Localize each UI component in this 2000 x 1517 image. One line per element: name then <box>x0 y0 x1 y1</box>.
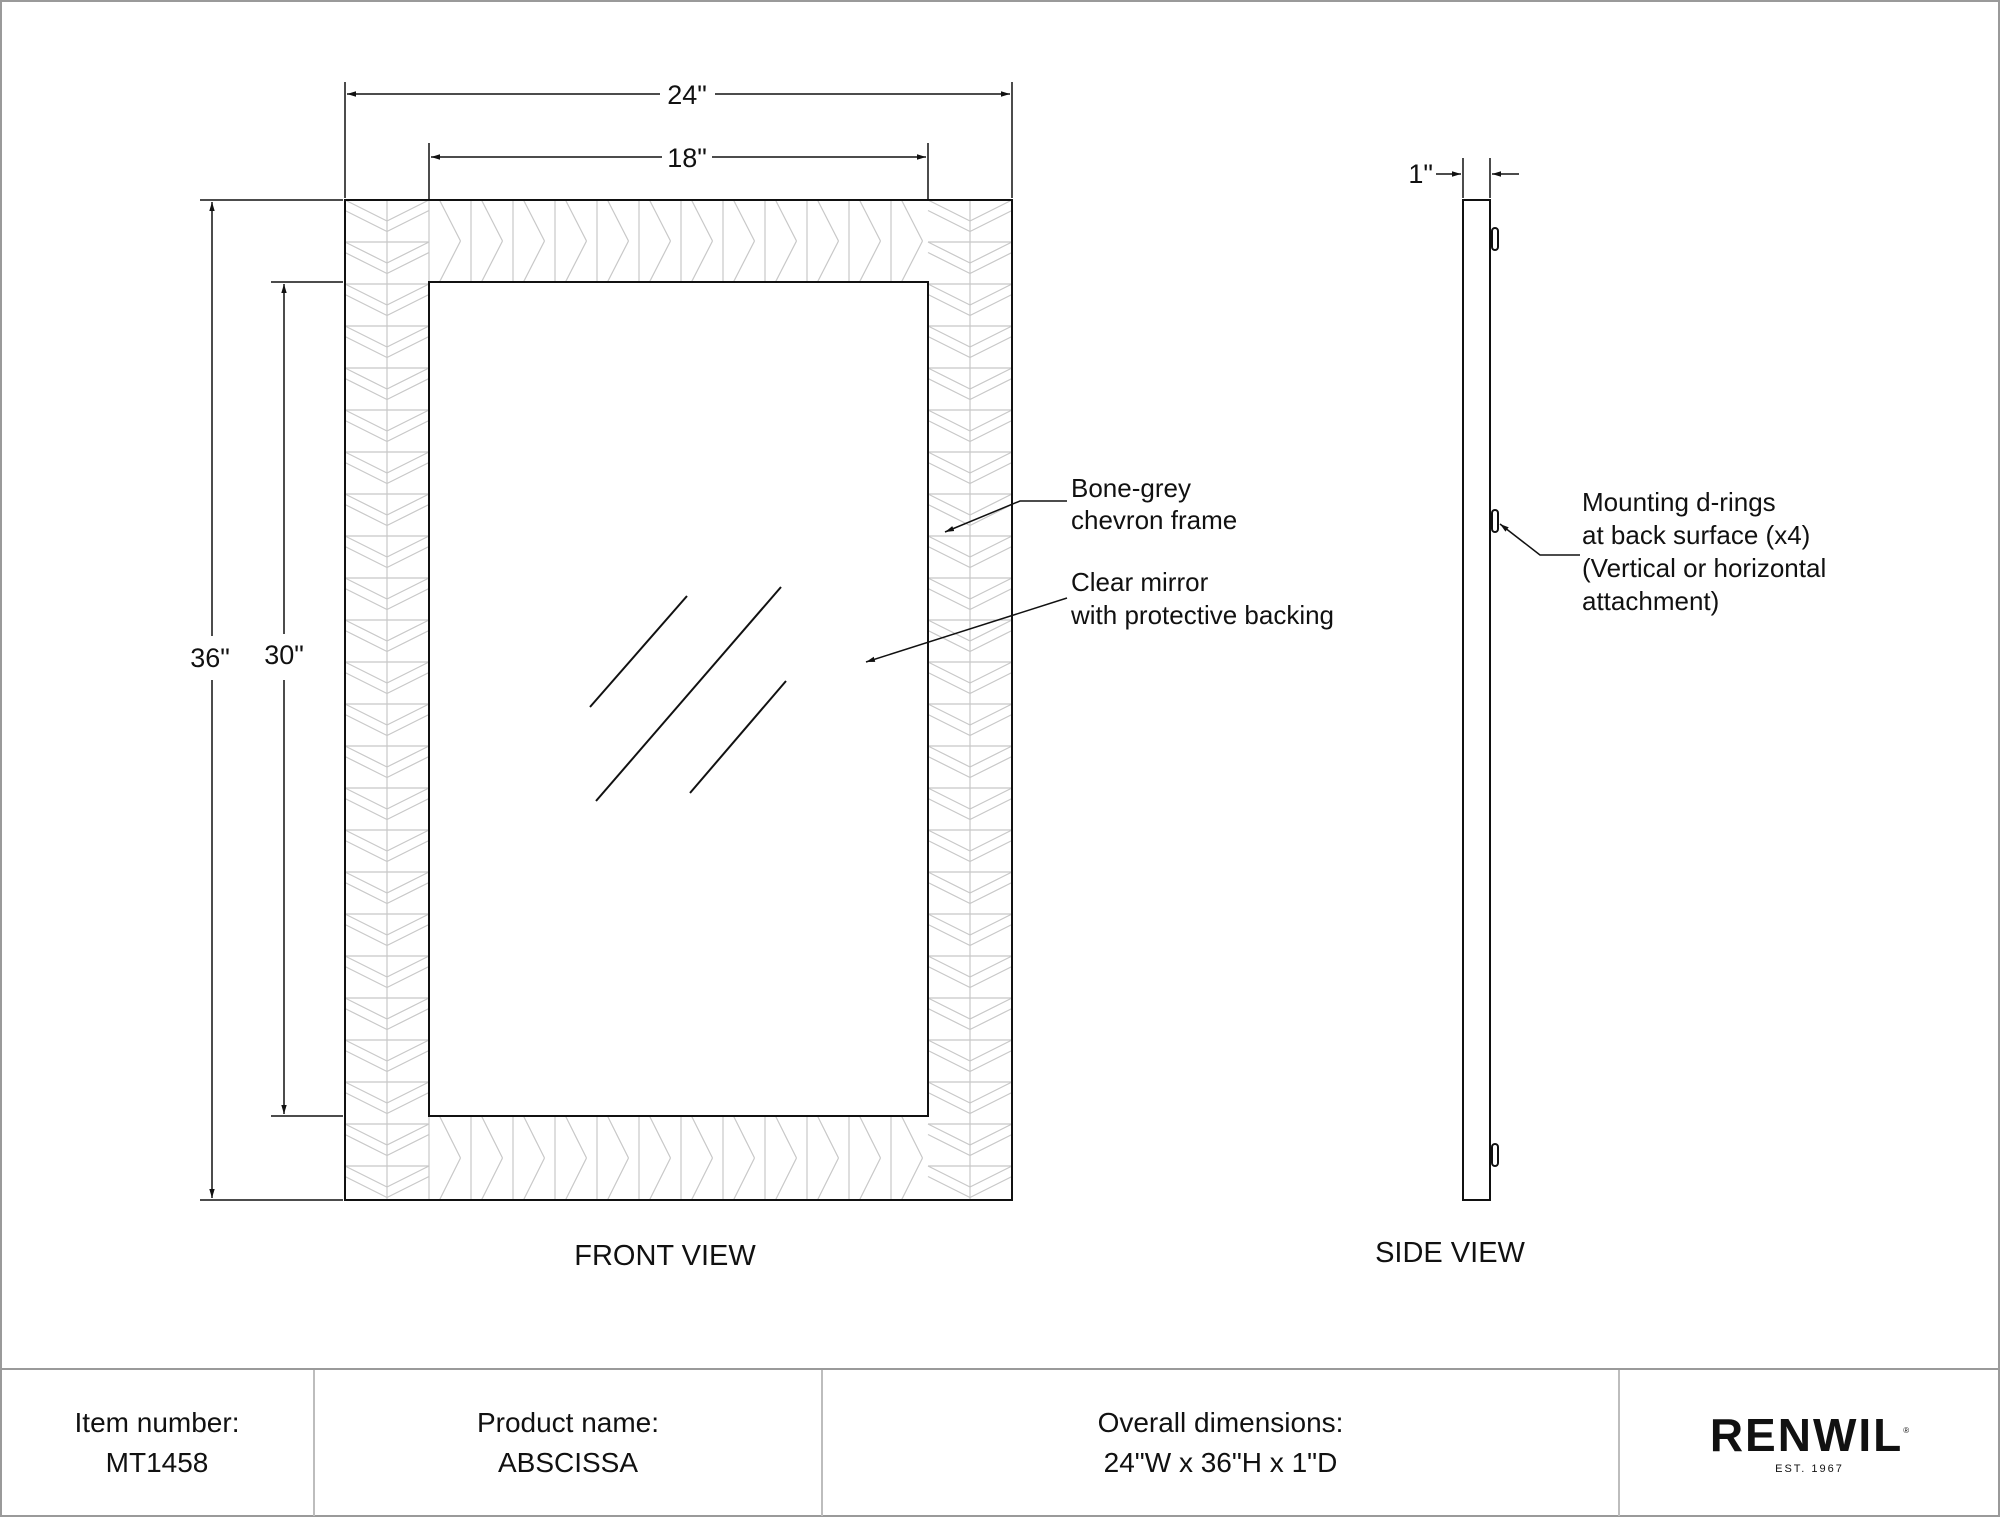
chevron-stroke <box>928 547 970 568</box>
chevron-stroke <box>345 578 387 599</box>
chevron-stroke <box>818 241 839 282</box>
logo-cell <box>1620 1370 1999 1516</box>
chevron-stroke <box>970 253 1012 274</box>
side-view <box>1375 158 1826 1269</box>
chevron-stroke <box>776 1158 797 1200</box>
chevron-stroke <box>970 1177 1012 1198</box>
chevron-stroke <box>387 914 429 935</box>
item-number-label: Item number: <box>74 1407 240 1438</box>
chevron-stroke <box>650 1158 671 1200</box>
chevron-stroke <box>860 241 881 282</box>
chevron-stroke <box>387 673 429 694</box>
item-number-cell <box>1 1370 315 1516</box>
chevron-stroke <box>387 410 429 431</box>
chevron-stroke <box>970 998 1012 1019</box>
chevron-stroke <box>345 967 387 988</box>
front-view-label: FRONT VIEW <box>574 1240 756 1272</box>
chevron-stroke <box>345 410 387 431</box>
chevron-stroke <box>345 326 387 347</box>
chevron-stroke <box>345 841 387 862</box>
chevron-stroke <box>970 1051 1012 1072</box>
chevron-stroke <box>970 662 1012 683</box>
chevron-stroke <box>608 1158 629 1200</box>
chevron-stroke <box>970 578 1012 599</box>
chevron-stroke <box>387 242 429 263</box>
chevron-stroke <box>387 830 429 851</box>
chevron-stroke <box>345 1177 387 1198</box>
chevron-stroke <box>345 830 387 851</box>
chevron-stroke <box>928 337 970 358</box>
chevron-stroke <box>387 662 429 683</box>
chevron-stroke <box>345 883 387 904</box>
chevron-stroke <box>566 1158 587 1200</box>
chevron-stroke <box>345 421 387 442</box>
callout-frame-leader <box>945 501 1067 532</box>
chevron-stroke <box>928 757 970 778</box>
chevron-stroke <box>970 421 1012 442</box>
chevron-stroke <box>902 1116 923 1158</box>
front-view <box>190 80 1334 1272</box>
overall-dimensions-cell <box>823 1370 1620 1516</box>
chevron-stroke <box>860 1158 881 1200</box>
chevron-stroke <box>387 715 429 736</box>
chevron-stroke <box>970 967 1012 988</box>
chevron-stroke <box>482 1116 503 1158</box>
overall-dimensions-value: 24"W x 36"H x 1"D <box>1103 1447 1338 1478</box>
chevron-stroke <box>345 757 387 778</box>
chevron-stroke <box>860 1116 881 1158</box>
chevron-stroke <box>345 631 387 652</box>
chevron-stroke <box>928 1135 970 1156</box>
chevron-stroke <box>387 1124 429 1145</box>
chevron-stroke <box>387 337 429 358</box>
chevron-stroke <box>345 547 387 568</box>
chevron-stroke <box>928 914 970 935</box>
chevron-stroke <box>928 883 970 904</box>
chevron-stroke <box>734 1158 755 1200</box>
chevron-stroke <box>928 589 970 610</box>
chevron-stroke <box>387 1135 429 1156</box>
chevron-stroke <box>928 505 970 526</box>
chevron-stroke <box>482 241 503 282</box>
callout-mirror-line1: Clear mirror <box>1071 567 1209 597</box>
chevron-stroke <box>387 841 429 862</box>
chevron-stroke <box>608 200 629 241</box>
chevron-stroke <box>387 326 429 347</box>
chevron-stroke <box>970 200 1012 221</box>
chevron-stroke <box>387 788 429 809</box>
chevron-stroke <box>818 200 839 241</box>
chevron-stroke <box>650 1116 671 1158</box>
chevron-stroke <box>970 1166 1012 1187</box>
chevron-stroke <box>387 757 429 778</box>
overall-dimensions-label: Overall dimensions: <box>1097 1407 1344 1438</box>
chevron-stroke <box>928 368 970 389</box>
chevron-stroke <box>345 1093 387 1114</box>
chevron-stroke <box>345 242 387 263</box>
chevron-stroke <box>970 295 1012 316</box>
chevron-stroke <box>928 673 970 694</box>
chevron-stroke <box>818 1116 839 1158</box>
item-number-value: MT1458 <box>105 1447 209 1478</box>
chevron-stroke <box>928 841 970 862</box>
chevron-stroke <box>970 872 1012 893</box>
chevron-stroke <box>440 241 461 282</box>
chevron-stroke <box>970 746 1012 767</box>
chevron-stroke <box>970 379 1012 400</box>
chevron-stroke <box>928 1093 970 1114</box>
chevron-stroke <box>970 410 1012 431</box>
callout-dring-line2: at back surface (x4) <box>1582 520 1811 550</box>
chevron-stroke <box>387 872 429 893</box>
chevron-stroke <box>970 925 1012 946</box>
chevron-stroke <box>482 1158 503 1200</box>
chevron-stroke <box>566 241 587 282</box>
chevron-stroke <box>692 200 713 241</box>
dimension-inner-height <box>271 282 343 1116</box>
chevron-stroke <box>692 241 713 282</box>
chevron-stroke <box>928 872 970 893</box>
chevron-stroke <box>776 1116 797 1158</box>
side-profile <box>1463 200 1490 1200</box>
chevron-stroke <box>345 253 387 274</box>
chevron-stroke <box>387 1009 429 1030</box>
chevron-stroke <box>387 421 429 442</box>
chevron-stroke <box>345 1040 387 1061</box>
chevron-stroke <box>970 1093 1012 1114</box>
chevron-stroke <box>345 1082 387 1103</box>
chevron-stroke <box>345 284 387 305</box>
chevron-stroke <box>928 998 970 1019</box>
dimension-inner-height-label: 30" <box>264 640 304 670</box>
chevron-stroke <box>387 536 429 557</box>
chevron-stroke <box>387 998 429 1019</box>
chevron-stroke <box>387 883 429 904</box>
chevron-stroke <box>387 494 429 515</box>
chevron-stroke <box>928 925 970 946</box>
dimension-outer-width-label: 24" <box>667 80 707 110</box>
chevron-stroke <box>650 241 671 282</box>
chevron-stroke <box>928 326 970 347</box>
chevron-stroke <box>928 704 970 725</box>
chevron-stroke <box>440 1116 461 1158</box>
chevron-stroke <box>387 1082 429 1103</box>
chevron-stroke <box>970 452 1012 473</box>
product-name-value: ABSCISSA <box>497 1447 639 1478</box>
chevron-stroke <box>970 326 1012 347</box>
chevron-stroke <box>734 241 755 282</box>
logo-wordmark: RENWIL <box>1709 1408 1904 1461</box>
chevron-stroke <box>387 463 429 484</box>
chevron-stroke <box>345 368 387 389</box>
chevron-stroke <box>970 799 1012 820</box>
chevron-stroke <box>387 631 429 652</box>
callout-dring-line1: Mounting d-rings <box>1582 487 1776 517</box>
chevron-stroke <box>387 200 429 221</box>
chevron-stroke <box>345 1051 387 1072</box>
title-block <box>1 1368 1999 1516</box>
chevron-stroke <box>387 1051 429 1072</box>
chevron-stroke <box>345 379 387 400</box>
chevron-stroke <box>970 841 1012 862</box>
chevron-stroke <box>387 956 429 977</box>
side-view-label: SIDE VIEW <box>1375 1237 1525 1269</box>
chevron-stroke <box>524 241 545 282</box>
product-name-cell <box>315 1370 823 1516</box>
chevron-stroke <box>928 452 970 473</box>
chevron-stroke <box>970 463 1012 484</box>
sheet-border <box>1 1 1999 1516</box>
chevron-stroke <box>970 242 1012 263</box>
chevron-stroke <box>566 1116 587 1158</box>
chevron-stroke <box>970 1082 1012 1103</box>
chevron-stroke <box>608 241 629 282</box>
chevron-stroke <box>902 241 923 282</box>
chevron-stroke <box>345 673 387 694</box>
mirror-glass <box>429 282 928 1116</box>
d-ring-top <box>1490 228 1498 250</box>
chevron-stroke <box>524 1116 545 1158</box>
chevron-stroke <box>345 746 387 767</box>
chevron-stroke <box>970 830 1012 851</box>
chevron-stroke <box>776 241 797 282</box>
chevron-stroke <box>928 463 970 484</box>
chevron-stroke <box>345 914 387 935</box>
chevron-stroke <box>345 337 387 358</box>
chevron-stroke <box>970 494 1012 515</box>
chevron-stroke <box>776 200 797 241</box>
logo-established: EST. 1967 <box>1775 1462 1844 1475</box>
chevron-stroke <box>970 673 1012 694</box>
chevron-stroke <box>928 788 970 809</box>
chevron-stroke <box>970 631 1012 652</box>
chevron-stroke <box>928 284 970 305</box>
chevron-stroke <box>970 956 1012 977</box>
chevron-stroke <box>345 704 387 725</box>
chevron-stroke <box>387 704 429 725</box>
chevron-stroke <box>608 1116 629 1158</box>
chevron-stroke <box>345 452 387 473</box>
chevron-stroke <box>345 463 387 484</box>
chevron-stroke <box>482 200 503 241</box>
chevron-stroke <box>970 757 1012 778</box>
chevron-stroke <box>387 295 429 316</box>
callout-dring-leader <box>1500 524 1580 555</box>
chevron-stroke <box>818 1158 839 1200</box>
chevron-stroke <box>928 1082 970 1103</box>
chevron-stroke <box>692 1158 713 1200</box>
chevron-stroke <box>970 1135 1012 1156</box>
chevron-stroke <box>692 1116 713 1158</box>
chevron-stroke <box>928 662 970 683</box>
chevron-stroke <box>345 998 387 1019</box>
chevron-stroke <box>345 1124 387 1145</box>
chevron-stroke <box>928 578 970 599</box>
chevron-stroke <box>387 1177 429 1198</box>
chevron-stroke <box>345 1009 387 1030</box>
chevron-stroke <box>345 715 387 736</box>
chevron-stroke <box>345 1166 387 1187</box>
chevron-stroke <box>928 242 970 263</box>
chevron-stroke <box>970 1040 1012 1061</box>
chevron-stroke <box>928 410 970 431</box>
callout-dring-line3: (Vertical or horizontal <box>1582 553 1827 583</box>
d-ring-bottom <box>1490 1144 1498 1166</box>
chevron-stroke <box>970 337 1012 358</box>
chevron-stroke <box>345 200 387 221</box>
dimension-depth <box>1436 158 1519 198</box>
chevron-stroke <box>387 746 429 767</box>
chevron-stroke <box>387 505 429 526</box>
callout-frame-line2: chevron frame <box>1071 505 1238 535</box>
chevron-stroke <box>928 746 970 767</box>
chevron-stroke <box>928 956 970 977</box>
chevron-stroke <box>970 1124 1012 1145</box>
chevron-stroke <box>524 200 545 241</box>
chevron-stroke <box>928 1124 970 1145</box>
chevron-stroke <box>928 211 970 232</box>
chevron-stroke <box>970 536 1012 557</box>
d-ring-middle <box>1490 510 1498 532</box>
chevron-stroke <box>387 284 429 305</box>
chevron-stroke <box>387 967 429 988</box>
chevron-stroke <box>387 379 429 400</box>
chevron-stroke <box>928 715 970 736</box>
chevron-stroke <box>928 967 970 988</box>
chevron-stroke <box>566 200 587 241</box>
chevron-stroke <box>345 662 387 683</box>
chevron-stroke <box>345 620 387 641</box>
chevron-stroke <box>970 547 1012 568</box>
chevron-stroke <box>970 284 1012 305</box>
chevron-stroke <box>928 494 970 515</box>
chevron-stroke <box>928 1009 970 1030</box>
registered-mark: ® <box>1903 1425 1910 1435</box>
chevron-stroke <box>524 1158 545 1200</box>
chevron-stroke <box>970 715 1012 736</box>
chevron-stroke <box>387 547 429 568</box>
product-name-label: Product name: <box>476 1407 660 1438</box>
callout-dring-line4: attachment) <box>1582 586 1720 616</box>
chevron-stroke <box>928 253 970 274</box>
chevron-stroke <box>928 799 970 820</box>
chevron-stroke <box>928 830 970 851</box>
chevron-stroke <box>387 1040 429 1061</box>
chevron-stroke <box>345 295 387 316</box>
chevron-stroke <box>928 200 970 221</box>
chevron-stroke <box>928 421 970 442</box>
callout-frame-line1: Bone-grey <box>1071 473 1191 503</box>
chevron-stroke <box>345 1135 387 1156</box>
chevron-stroke <box>387 620 429 641</box>
chevron-stroke <box>387 1093 429 1114</box>
chevron-stroke <box>928 379 970 400</box>
chevron-stroke <box>970 788 1012 809</box>
chevron-stroke <box>387 452 429 473</box>
chevron-stroke <box>650 200 671 241</box>
callout-mirror-line2: with protective backing <box>1071 600 1335 630</box>
chevron-stroke <box>970 368 1012 389</box>
chevron-stroke <box>734 1116 755 1158</box>
chevron-stroke <box>970 620 1012 641</box>
chevron-stroke <box>970 211 1012 232</box>
chevron-stroke <box>345 925 387 946</box>
chevron-stroke <box>387 799 429 820</box>
dimension-depth-label: 1" <box>1408 159 1433 189</box>
chevron-stroke <box>440 1158 461 1200</box>
dimension-outer-height <box>200 200 343 1200</box>
chevron-stroke <box>387 368 429 389</box>
chevron-stroke <box>970 589 1012 610</box>
dimension-inner-width-label: 18" <box>667 143 707 173</box>
chevron-stroke <box>902 200 923 241</box>
chevron-stroke <box>345 211 387 232</box>
brand-logo <box>1709 1408 1910 1476</box>
chevron-stroke <box>860 200 881 241</box>
chevron-stroke <box>387 589 429 610</box>
chevron-stroke <box>928 1177 970 1198</box>
chevron-stroke <box>345 494 387 515</box>
chevron-stroke <box>734 200 755 241</box>
chevron-stroke <box>902 1158 923 1200</box>
chevron-stroke <box>387 925 429 946</box>
chevron-stroke <box>345 872 387 893</box>
chevron-stroke <box>345 788 387 809</box>
chevron-stroke <box>970 914 1012 935</box>
chevron-stroke <box>970 883 1012 904</box>
chevron-stroke <box>440 200 461 241</box>
chevron-stroke <box>387 253 429 274</box>
chevron-stroke <box>345 505 387 526</box>
chevron-stroke <box>345 589 387 610</box>
chevron-stroke <box>928 1166 970 1187</box>
chevron-stroke <box>928 1051 970 1072</box>
chevron-stroke <box>928 536 970 557</box>
chevron-stroke <box>387 578 429 599</box>
chevron-stroke <box>387 211 429 232</box>
dimension-outer-height-label: 36" <box>190 643 230 673</box>
chevron-stroke <box>928 1040 970 1061</box>
chevron-stroke <box>345 536 387 557</box>
chevron-stroke <box>345 956 387 977</box>
chevron-stroke <box>345 799 387 820</box>
chevron-stroke <box>970 1009 1012 1030</box>
chevron-stroke <box>387 1166 429 1187</box>
chevron-stroke <box>928 295 970 316</box>
chevron-stroke <box>970 704 1012 725</box>
